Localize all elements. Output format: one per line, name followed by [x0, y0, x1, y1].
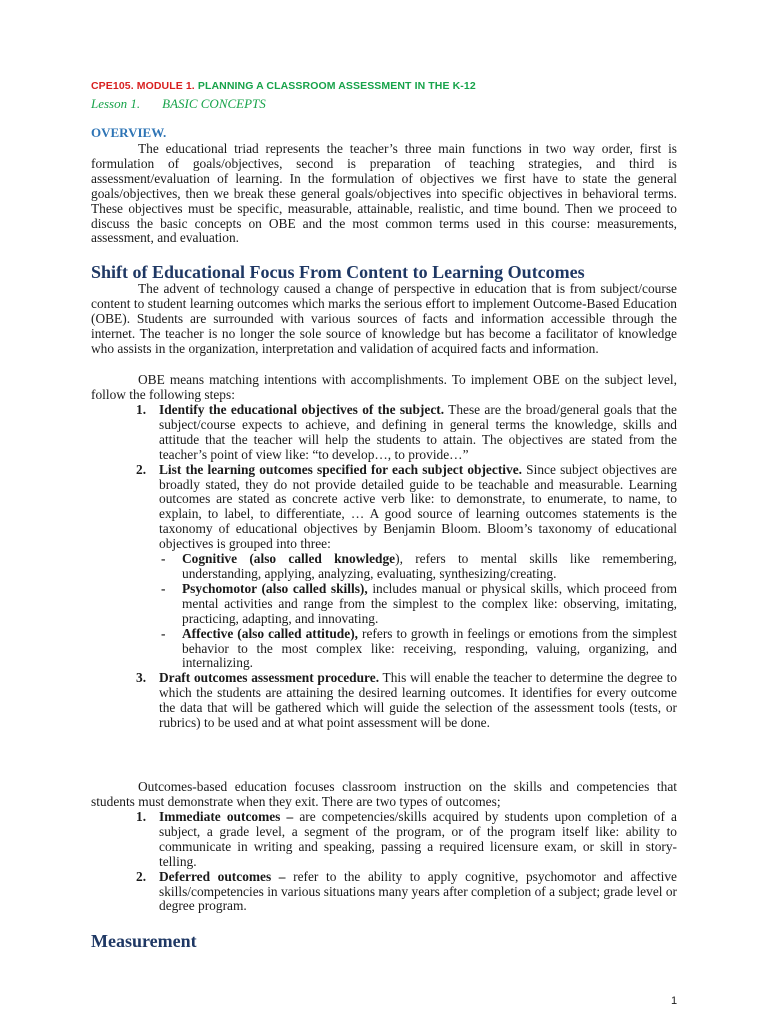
overview-heading: OVERVIEW.: [91, 125, 167, 140]
module-code: CPE105. MODULE 1.: [91, 80, 195, 92]
list-item: [136, 671, 677, 731]
advent-paragraph: The advent of technology caused a change of perspective in education that is from subject/course content to student learning outcomes which marks the serious effort to implement Outcome-Based Education (OBE). Students are surrounded with various sources of facts and information accessible through the internet. The teacher is no longer the sole source of knowledge but has become a facilitator of knowledge who assists in the organization, interpretation and validation of acquired facts and information.: [91, 281, 677, 356]
obe-intro-paragraph: OBE means matching intentions with accomplishments. To implement OBE on the subject level, follow the following steps:: [91, 372, 677, 402]
list-item: [159, 552, 677, 582]
list-item: [136, 810, 677, 870]
domain-text: ), refers to mental skills like remembering, understanding, applying, analyzing, evaluating, synthesizing/creating.: [182, 551, 677, 581]
lesson-header: [91, 96, 266, 112]
list-number: 2.: [136, 461, 147, 477]
domain-text: includes manual or physical skills, which proceed from mental activities and range from the simplest to the complex like: observing, imitating, practicing, adapting, and innovating.: [182, 580, 677, 626]
list-dash: -: [161, 625, 166, 641]
list-number: 2.: [136, 868, 147, 884]
outcome-text: are competencies/skills acquired by students upon completion of a subject, a grade level, a segment of the program, or of the program itself like: ability to communicate in writing and speaking, passing a required licensure exam, or skill in story-telling.: [159, 809, 677, 869]
list-item: [159, 582, 677, 627]
domain-title: Affective (also called attitude),: [182, 625, 359, 641]
step-text: Since subject objectives are broadly stated, they do not provide detailed guide to be teachable and measurable. Learning outcomes are stated as concrete active verb like: to demonstrate, to enumerate, to name, to explain, to label, to differentiate, … A good source of learning outcomes statements is the taxonomy of educational objectives by Benjamin Bloom. Bloom’s taxonomy of educational objectives is grouped into three:: [159, 461, 677, 552]
section-heading-measurement: Measurement: [91, 931, 197, 951]
outcome-title: Deferred outcomes –: [159, 868, 286, 884]
list-dash: -: [161, 580, 166, 596]
step-title: List the learning outcomes specified for each subject objective.: [159, 461, 522, 477]
module-title: PLANNING A CLASSROOM ASSESSMENT IN THE K-12: [197, 80, 476, 92]
obe-steps-list: [136, 403, 677, 731]
overview-paragraph: The educational triad represents the teacher’s three main functions in two way order, first is formulation of goals/objectives, second is preparation of teaching strategies, and third is assessment/evaluation of learning. In the formulation of objectives we first have to state the general goals/objectives, then we break these general goals/objectives into specific objectives in behavioral terms. These objectives must be specific, measurable, attainable, realistic, and time bound. Then we proceed to discuss the basic concepts on OBE and the most common terms used in this course: measurements, assessment, and evaluation.: [91, 141, 677, 246]
list-item: [136, 403, 677, 463]
list-dash: -: [161, 551, 166, 567]
list-number: 3.: [136, 670, 147, 686]
lesson-label: Lesson 1.: [91, 96, 141, 111]
outcome-text: refer to the ability to apply cognitive, psychomotor and affective skills/competencies in various situations many years after completion of a subject; grade level or degree program.: [159, 868, 677, 914]
list-item: [136, 463, 677, 672]
step-text: This will enable the teacher to determine the degree to which the students are attaining the desired learning outcomes. It identifies for every outcome the data that will be gathered which will guide the selection of the assessment tools (tests, or rubrics) to be used and at what point assessment will be done.: [159, 670, 677, 731]
domain-text: refers to growth in feelings or emotions from the simplest behavior to the most complex like: receiving, responding, valuing, organizing, and internalizing.: [182, 625, 677, 671]
step-title: Identify the educational objectives of the subject.: [159, 402, 445, 417]
list-number: 1.: [136, 809, 147, 824]
page-number: 1: [671, 995, 678, 1007]
outcomes-intro-paragraph: Outcomes-based education focuses classroom instruction on the skills and competencies that students must demonstrate when they exit. There are two types of outcomes;: [91, 779, 677, 809]
outcomes-list: [136, 810, 677, 914]
domain-title: Cognitive (also called knowledge: [182, 551, 396, 567]
bloom-domains-list: [159, 552, 677, 671]
domain-title: Psychomotor (also called skills),: [182, 580, 368, 596]
list-item: [159, 627, 677, 672]
step-title: Draft outcomes assessment procedure.: [159, 670, 380, 686]
lesson-title: BASIC CONCEPTS: [162, 96, 266, 111]
list-item: [136, 870, 677, 915]
step-text: These are the broad/general goals that the subject/course expects to achieve, and defining in general terms the knowledge, skills and attitude that the teacher will help the students to attain. The objectives are stated from the teacher’s point of view like: “to develop…, to provide…”: [159, 402, 677, 462]
section-heading-shift: Shift of Educational Focus From Content to Learning Outcomes: [91, 262, 585, 282]
module-header: [91, 80, 476, 92]
outcome-title: Immediate outcomes –: [159, 809, 294, 824]
list-number: 1.: [136, 402, 147, 417]
